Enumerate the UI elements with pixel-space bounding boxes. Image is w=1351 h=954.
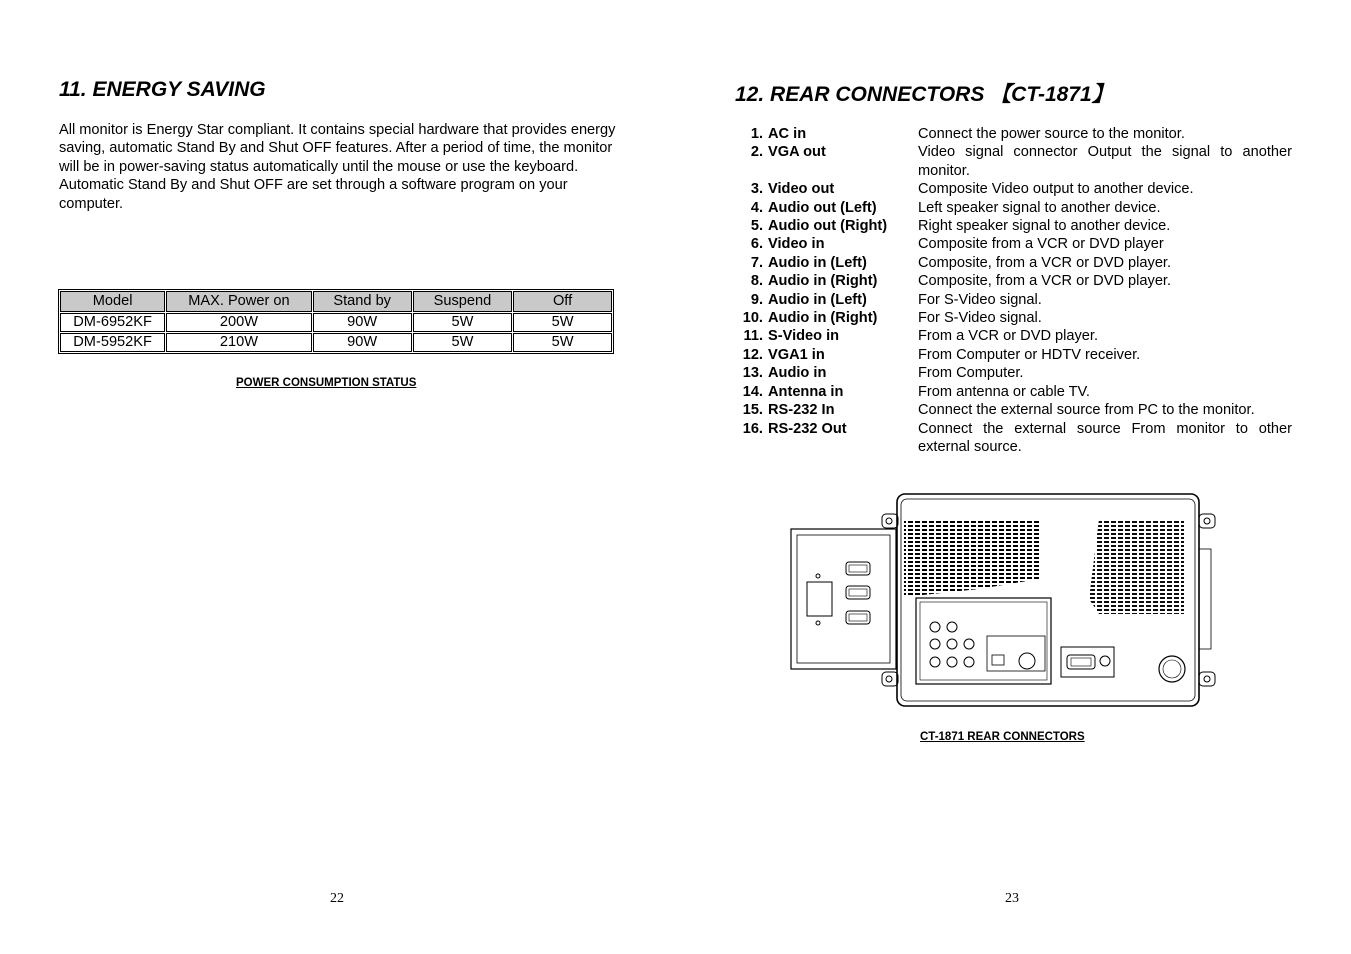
- list-item: [732, 272, 1292, 290]
- column-header: MAX. Power on: [166, 291, 311, 312]
- table-cell: DM-5952KF: [60, 333, 165, 352]
- list-item: [732, 420, 1292, 457]
- connector-name: Antenna in: [768, 383, 844, 400]
- table-cell: 5W: [413, 313, 512, 332]
- table-cell: 5W: [513, 313, 612, 332]
- connector-number: 14.: [742, 383, 763, 400]
- page-number: 22: [330, 891, 344, 906]
- connector-number: 7.: [750, 254, 763, 271]
- connector-name: Audio in (Right): [768, 310, 878, 327]
- list-item: [732, 235, 1292, 253]
- right-page: [676, 0, 1351, 954]
- connector-name: S-Video in: [768, 328, 840, 345]
- connector-name: Audio out (Right): [768, 218, 888, 235]
- connector-name: AC in: [768, 126, 807, 142]
- page-number: 23: [1005, 891, 1019, 906]
- connector-name: RS-232 In: [768, 402, 835, 419]
- energy-saving-intro: [59, 121, 619, 213]
- connector-description: Right speaker signal to another device.: [918, 218, 1171, 235]
- table-cell: 210W: [166, 333, 311, 352]
- connector-name: VGA1 in: [768, 346, 825, 363]
- connector-name: RS-232 Out: [768, 420, 847, 437]
- connector-number: 6.: [750, 236, 763, 253]
- table-cell: 5W: [513, 333, 612, 352]
- connector-description: From Computer or HDTV receiver.: [918, 346, 1141, 363]
- connector-number: 2.: [750, 144, 763, 161]
- column-header: Model: [60, 291, 165, 312]
- list-item: [732, 199, 1292, 217]
- table-row: [60, 333, 612, 352]
- intro-paragraph-1: All monitor is Energy Star compliant. It contains special hardware that provides energy saving, automatic Stand By and Shut OFF features. After a period of time, the monitor will be in power-saving status automatically until the mouse or use the keyboard.: [59, 122, 616, 175]
- table-cell: 90W: [313, 313, 412, 332]
- list-item: [732, 401, 1292, 419]
- connector-description: Video signal connector Output the signal to another monitor.: [918, 144, 1292, 179]
- connector-number: 15.: [742, 402, 763, 419]
- rear-connectors-diagram: [789, 489, 1220, 711]
- list-item: [732, 254, 1292, 272]
- connector-number: 5.: [750, 218, 763, 235]
- table-cell: 90W: [313, 333, 412, 352]
- table-header-row: [60, 291, 612, 312]
- connector-description: Left speaker signal to another device.: [918, 199, 1161, 216]
- section-title-energy-saving: 11. ENERGY SAVING: [59, 78, 266, 101]
- connector-name: Audio in (Right): [768, 273, 878, 290]
- table-row: [60, 313, 612, 332]
- connector-list: [732, 125, 1292, 456]
- connector-name: Audio out (Left): [768, 199, 877, 216]
- connector-description: Composite, from a VCR or DVD player.: [918, 273, 1172, 290]
- connector-name: Video in: [768, 236, 825, 253]
- connector-number: 13.: [742, 365, 763, 382]
- list-item: [732, 346, 1292, 364]
- connector-number: 8.: [750, 273, 763, 290]
- connector-number: 1.: [750, 126, 763, 142]
- connector-number: 3.: [750, 181, 763, 198]
- connector-name: Audio in (Left): [768, 291, 867, 308]
- column-header: Suspend: [413, 291, 512, 312]
- list-item: [732, 364, 1292, 382]
- connector-name: Video out: [768, 181, 835, 198]
- connector-description: For S-Video signal.: [918, 310, 1042, 327]
- connector-description: Connect the external source from PC to the monitor.: [918, 402, 1255, 419]
- connector-description: From a VCR or DVD player.: [918, 328, 1099, 345]
- list-item: [732, 217, 1292, 235]
- connector-description: Composite, from a VCR or DVD player.: [918, 254, 1172, 271]
- connector-description: Composite Video output to another device.: [918, 181, 1194, 198]
- section-title-rear-connectors: 12. REAR CONNECTORS 【CT-1871】: [735, 83, 1113, 106]
- list-item: [732, 180, 1292, 198]
- connector-description: Connect the external source From monitor to other external source.: [918, 420, 1292, 455]
- list-item: [732, 309, 1292, 327]
- list-item: [732, 291, 1292, 309]
- connector-name: Audio in: [768, 365, 827, 382]
- connector-description: From Computer.: [918, 365, 1024, 382]
- list-item: [732, 143, 1292, 180]
- list-item: [732, 327, 1292, 345]
- connector-name: VGA out: [768, 144, 826, 161]
- connector-name: Audio in (Left): [768, 254, 867, 271]
- table-cell: 5W: [413, 333, 512, 352]
- list-item: [732, 383, 1292, 401]
- table-caption: POWER CONSUMPTION STATUS: [236, 377, 417, 389]
- connector-description: For S-Video signal.: [918, 291, 1042, 308]
- list-item: [732, 125, 1292, 143]
- power-consumption-table: [58, 289, 614, 354]
- connector-description: Connect the power source to the monitor.: [918, 126, 1185, 142]
- column-header: Stand by: [313, 291, 412, 312]
- column-header: Off: [513, 291, 612, 312]
- connector-number: 16.: [742, 420, 763, 437]
- left-page: [0, 0, 675, 954]
- connector-number: 10.: [742, 310, 763, 327]
- diagram-caption: CT-1871 REAR CONNECTORS: [920, 731, 1085, 743]
- connector-number: 9.: [750, 291, 763, 308]
- connector-description: Composite from a VCR or DVD player: [918, 236, 1164, 253]
- connector-number: 12.: [742, 346, 763, 363]
- table-cell: DM-6952KF: [60, 313, 165, 332]
- connector-number: 11.: [743, 328, 763, 345]
- intro-paragraph-2: Automatic Stand By and Shut OFF are set through a software program on your computer.: [59, 177, 568, 212]
- table-cell: 200W: [166, 313, 311, 332]
- connector-description: From antenna or cable TV.: [918, 383, 1090, 400]
- connector-number: 4.: [750, 199, 763, 216]
